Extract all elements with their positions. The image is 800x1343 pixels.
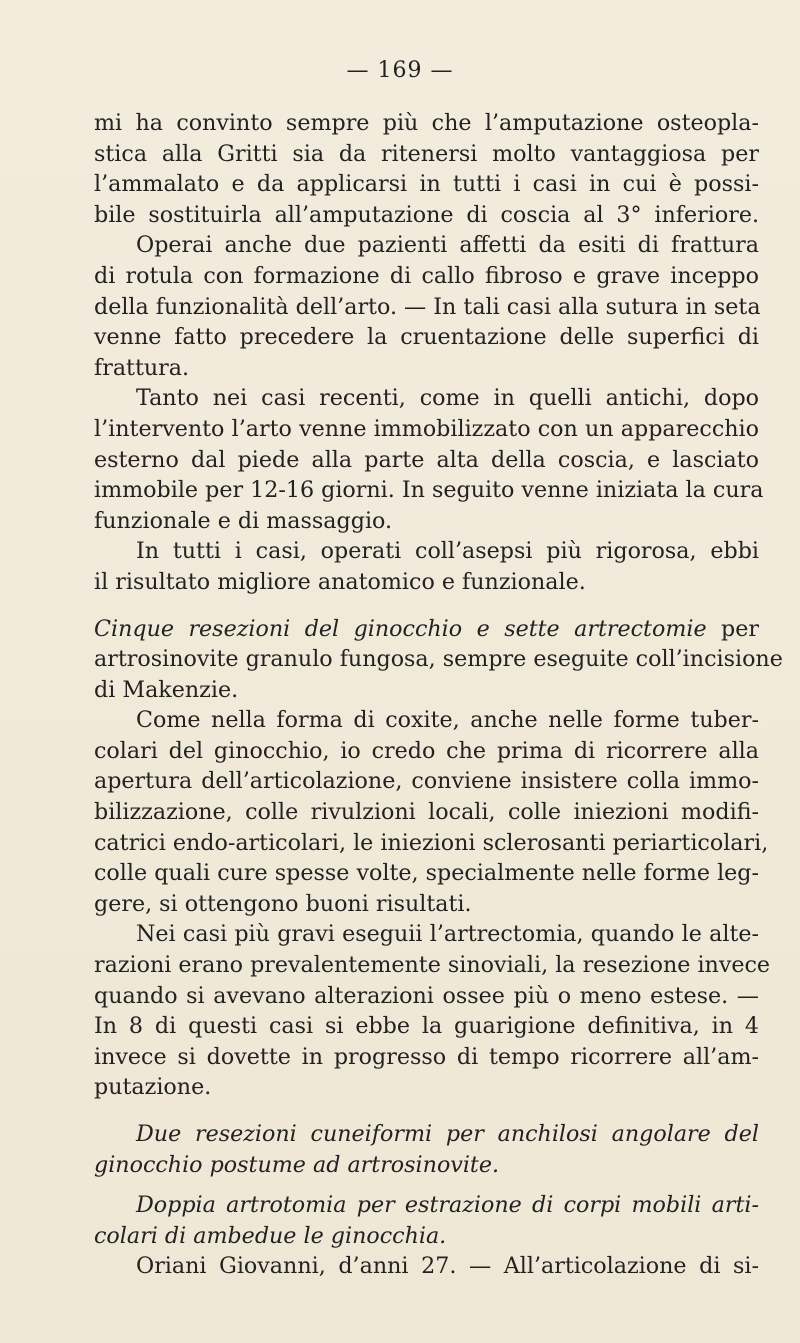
section-heading-line: ginocchio postume ad artrosinovite. [94,1151,500,1178]
text-line: frattura. [94,354,190,381]
text-line: Tanto nei casi recenti, come in quelli antichi, dopo [136,385,759,412]
section-heading-line: Doppia artrotomia per estrazione di corpi mobili arti- [136,1192,759,1219]
text-line: bilizzazione, colle rivulzioni locali, colle iniezioni modifi- [94,799,759,826]
text-line: In tutti i casi, operati coll’asepsi più rigorosa, ebbi [136,538,759,565]
section-gap [94,1180,759,1190]
body-text [94,108,783,1282]
text-line: il risultato migliore anatomico e funzionale. [94,568,586,595]
text-line: venne fatto precedere la cruentazione delle superfici di [94,324,759,351]
text-line: l’ammalato e da applicarsi in tutti i casi in cui è possi- [94,171,759,198]
text-line: immobile per 12-16 giorni. In seguito venne iniziata la cura [94,477,764,504]
text-line: In 8 di questi casi si ebbe la guarigione definitiva, in 4 [94,1013,759,1040]
section-heading-line: colari di ambedue le ginocchia. [94,1222,447,1249]
section-heading-italic: Cinque resezioni del ginocchio e sette artrectomie [94,615,707,642]
text-line: della funzionalità dell’arto. — In tali casi alla sutura in seta [94,293,761,320]
text-line: apertura dell’articolazione, conviene insistere colla immo- [94,768,759,795]
section-heading-rest: per [706,615,759,642]
text-line: stica alla Gritti sia da ritenersi molto vantaggiosa per [94,140,759,167]
text-line: esterno dal piede alla parte alta della coscia, e lasciato [94,446,759,473]
section-gap [94,1103,759,1119]
text-line: razioni erano prevalentemente sinoviali, la resezione invece [94,952,771,979]
text-line: Operai anche due pazienti affetti da esiti di frattura [136,232,759,259]
text-line: funzionale e di massaggio. [94,507,393,534]
text-line: Nei casi più gravi eseguii l’artrectomia, quando le alte- [136,921,759,948]
page-number: — 169 — [346,58,454,83]
text-line: quando si avevano alterazioni ossee più o meno estese. — [94,982,759,1009]
text-line: artrosinovite granulo fungosa, sempre eseguite coll’incisione [94,646,783,673]
section-heading-line: Due resezioni cuneiformi per anchilosi angolare del [136,1121,759,1147]
section-gap [94,598,759,614]
text-line: invece si dovette in progresso di tempo ricorrere all’am- [94,1043,759,1070]
text-line: colari del ginocchio, io credo che prima di ricorrere alla [94,737,759,764]
text-line: di rotula con formazione di callo fibroso e grave inceppo [94,262,759,289]
text-line: Oriani Giovanni, d’anni 27. — All’articolazione di si- [136,1253,759,1280]
text-line: gere, si ottengono buoni risultati. [94,890,472,917]
text-line: colle quali cure spesse volte, specialmente nelle forme leg- [94,860,759,887]
text-line: Come nella forma di coxite, anche nelle forme tuber- [136,707,759,734]
section-heading-line [94,614,759,645]
text-line: putazione. [94,1074,212,1101]
text-line: di Makenzie. [94,676,239,703]
text-line: catrici endo-articolari, le iniezioni sclerosanti periarticolari, [94,829,769,856]
text-line: mi ha convinto sempre più che l’amputazione osteopla- [94,110,759,136]
text-line: bile sostituirla all’amputazione di coscia al 3° inferiore. [94,201,759,228]
text-line: l’intervento l’arto venne immobilizzato con un apparecchio [94,415,759,442]
